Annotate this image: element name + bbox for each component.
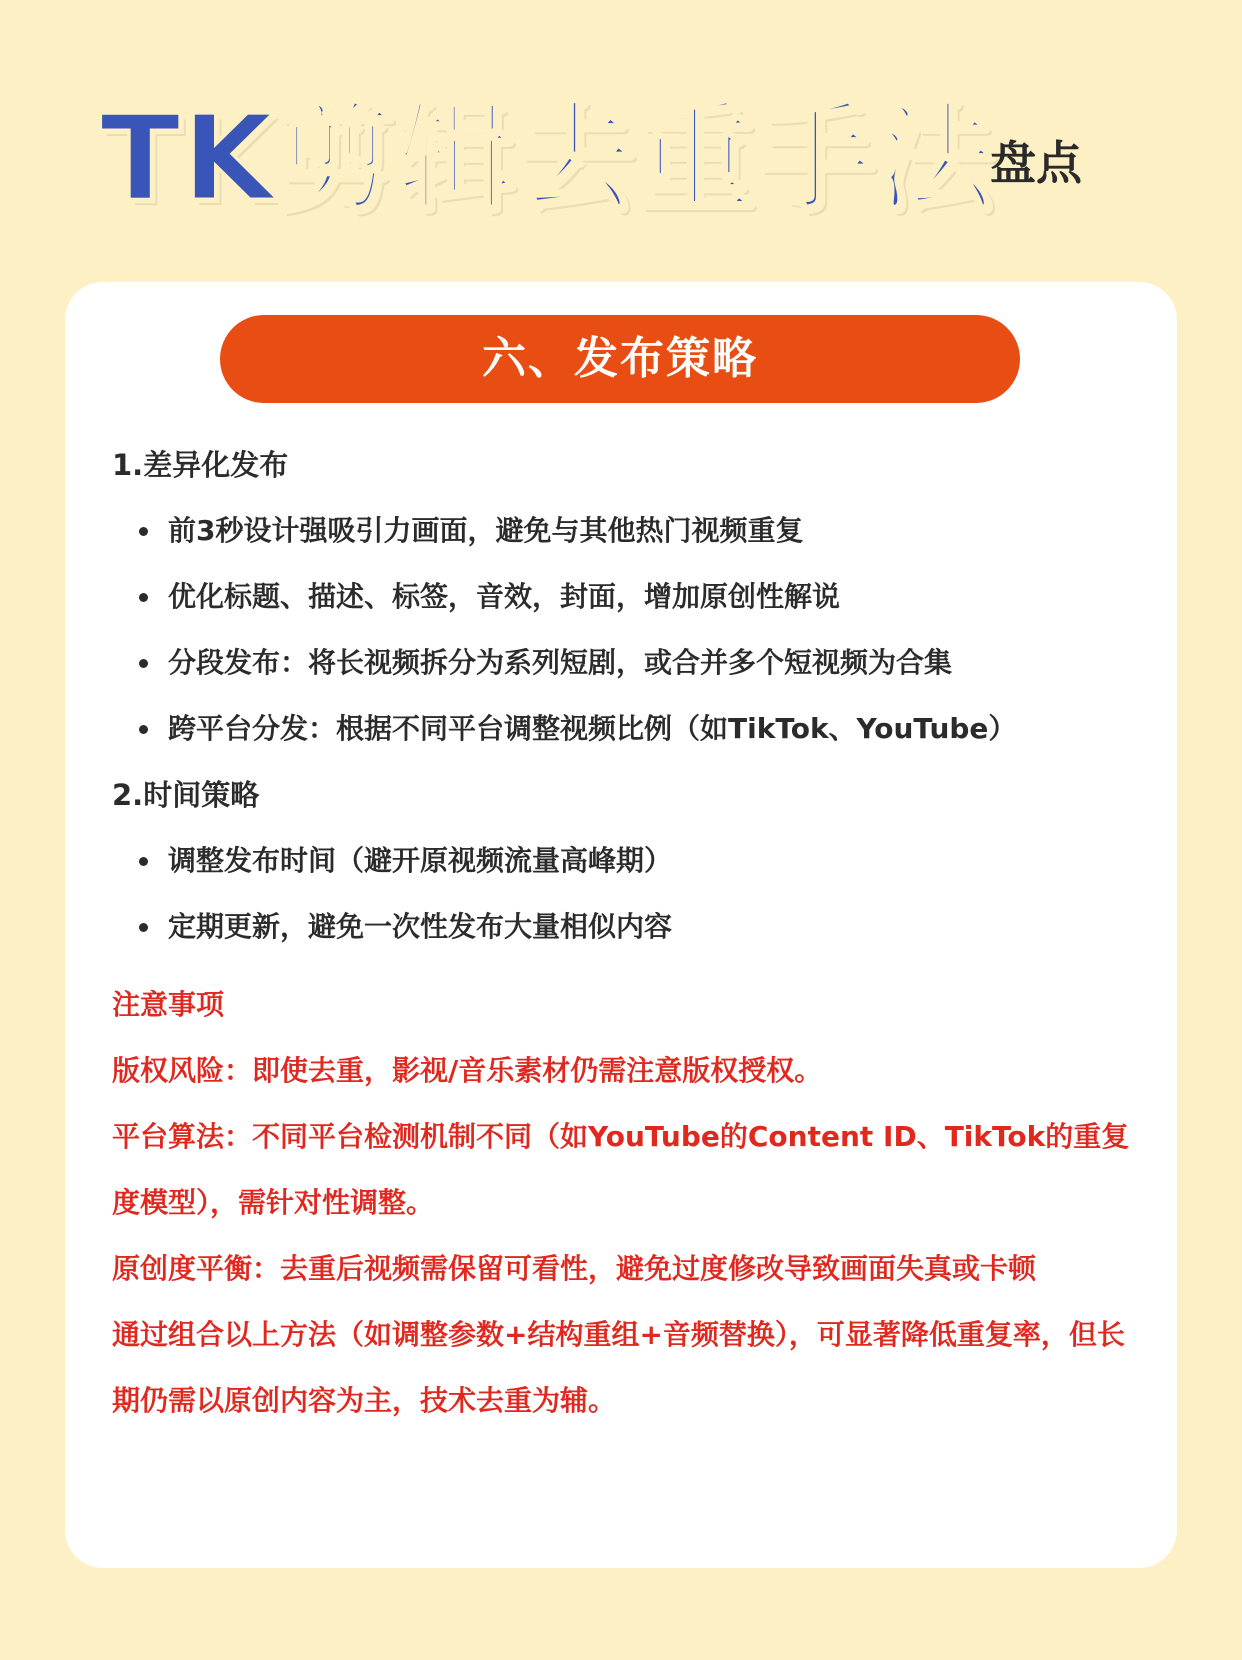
bullet-item: 分段发布：将长视频拆分为系列短剧，或合并多个短视频为合集 bbox=[112, 630, 1152, 696]
group-time-strategy bbox=[112, 762, 1152, 960]
page-title: TK剪辑去重手法 bbox=[100, 89, 996, 227]
section-title-banner: 六、发布策略 bbox=[220, 315, 1020, 403]
bullet-list bbox=[112, 498, 1152, 762]
group-heading: 2.时间策略 bbox=[112, 778, 260, 812]
bullet-list bbox=[112, 828, 1152, 960]
bullet-item: 调整发布时间（避开原视频流量高峰期） bbox=[112, 828, 1152, 894]
bullet-item: 前3秒设计强吸引力画面，避免与其他热门视频重复 bbox=[112, 498, 1152, 564]
title-tag: 盘点 bbox=[990, 136, 1082, 190]
bullet-item: 跨平台分发：根据不同平台调整视频比例（如TikTok、YouTube） bbox=[112, 696, 1152, 762]
group-heading: 1.差异化发布 bbox=[112, 448, 289, 482]
note-summary: 通过组合以上方法（如调整参数+结构重组+音频替换），可显著降低重复率，但长期仍需以原创内容为主，技术去重为辅。 bbox=[112, 1318, 1125, 1417]
note-platform-algorithm: 平台算法：不同平台检测机制不同（如YouTube的Content ID、TikTok的重复度模型），需针对性调整。 bbox=[112, 1120, 1130, 1219]
notes-section bbox=[112, 972, 1132, 1434]
notes-heading: 注意事项 bbox=[112, 988, 225, 1021]
strategy-content bbox=[112, 432, 1152, 960]
page-header bbox=[0, 0, 1242, 270]
note-copyright-risk: 版权风险：即使去重，影视/音乐素材仍需注意版权授权。 bbox=[112, 1054, 823, 1087]
content-card bbox=[65, 282, 1177, 1568]
bullet-item: 定期更新，避免一次性发布大量相似内容 bbox=[112, 894, 1152, 960]
bullet-item: 优化标题、描述、标签，音效，封面，增加原创性解说 bbox=[112, 564, 1152, 630]
note-originality-balance: 原创度平衡：去重后视频需保留可看性，避免过度修改导致画面失真或卡顿 bbox=[112, 1252, 1037, 1285]
group-differentiated-publishing bbox=[112, 432, 1152, 762]
